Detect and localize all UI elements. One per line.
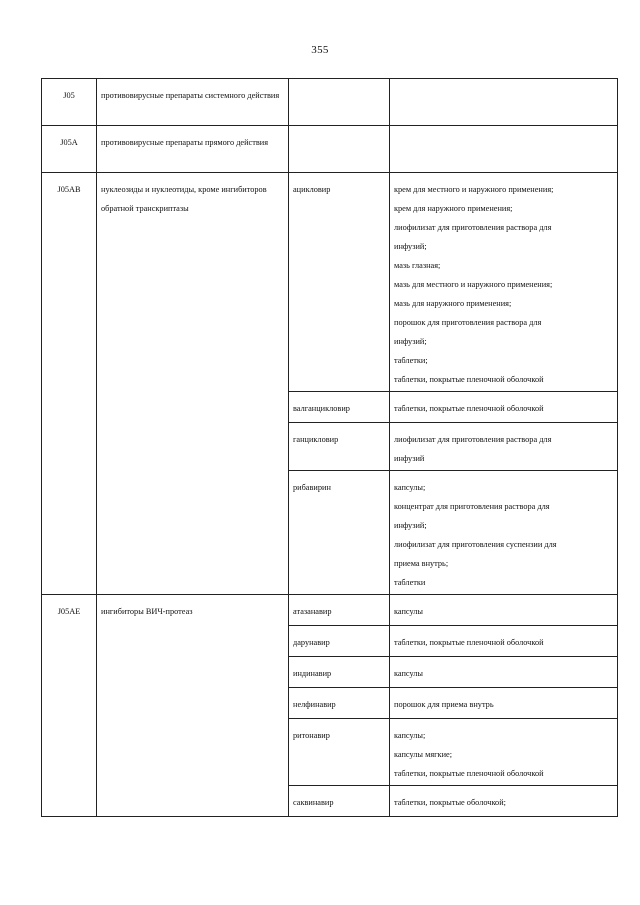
dosage-form-line: таблетки, покрытые пленочной оболочкой <box>394 375 544 384</box>
atc-code-cell: J05A <box>42 126 97 173</box>
dosage-form-line: крем для наружного применения; <box>394 204 513 213</box>
dosage-forms-cell <box>390 719 618 786</box>
dosage-forms-cell <box>390 423 618 471</box>
dosage-form-line: лиофилизат для приготовления раствора для <box>394 435 552 444</box>
drug-name-cell: нелфинавир <box>289 688 390 719</box>
dosage-form-line: инфузий; <box>394 521 427 530</box>
dosage-forms-cell <box>390 657 618 688</box>
dosage-forms-cell <box>390 595 618 626</box>
dosage-forms-cell <box>390 392 618 423</box>
dosage-form-line: таблетки, покрытые пленочной оболочкой <box>394 769 544 778</box>
table-row <box>42 126 618 173</box>
atc-code-cell: J05AB <box>42 173 97 595</box>
dosage-form-line: мазь для местного и наружного применения; <box>394 280 553 289</box>
atc-code-cell: J05 <box>42 79 97 126</box>
drug-name-cell: рибавирин <box>289 471 390 595</box>
drug-name-cell: ацикловир <box>289 173 390 392</box>
dosage-forms-cell <box>390 688 618 719</box>
dosage-form-line: порошок для приготовления раствора для <box>394 318 542 327</box>
dosage-form-line: инфузий; <box>394 337 427 346</box>
dosage-form-line: концентрат для приготовления раствора для <box>394 502 550 511</box>
dosage-form-line: мазь для наружного применения; <box>394 299 512 308</box>
dosage-form-line: таблетки, покрытые пленочной оболочкой <box>394 404 544 413</box>
dosage-forms-cell <box>390 471 618 595</box>
dosage-form-line: порошок для приема внутрь <box>394 700 494 709</box>
dosage-form-line: капсулы <box>394 607 423 616</box>
dosage-form-line: таблетки <box>394 578 426 587</box>
dosage-form-line: таблетки, покрытые пленочной оболочкой <box>394 638 544 647</box>
atc-group-cell: нуклеозиды и нуклеотиды, кроме ингибиторов обратной транскриптазы <box>97 173 289 595</box>
dosage-forms-cell <box>390 626 618 657</box>
dosage-form-line: таблетки; <box>394 356 428 365</box>
dosage-form-line: капсулы; <box>394 731 426 740</box>
dosage-form-line: таблетки, покрытые оболочкой; <box>394 798 506 807</box>
table-row <box>42 79 618 126</box>
table-row <box>42 595 618 626</box>
dosage-forms-cell <box>390 79 618 126</box>
dosage-form-line: инфузий <box>394 454 425 463</box>
dosage-form-line: капсулы мягкие; <box>394 750 452 759</box>
dosage-form-line: мазь глазная; <box>394 261 441 270</box>
dosage-form-line: капсулы <box>394 669 423 678</box>
dosage-forms-cell <box>390 173 618 392</box>
page-number: 355 <box>311 44 329 56</box>
drug-name-cell: валганцикловир <box>289 392 390 423</box>
dosage-form-line: приема внутрь; <box>394 559 449 568</box>
dosage-form-line: лиофилизат для приготовления суспензии для <box>394 540 557 549</box>
atc-group-cell: ингибиторы ВИЧ-протеаз <box>97 595 289 817</box>
dosage-forms-cell <box>390 126 618 173</box>
table-row <box>42 173 618 392</box>
dosage-form-line: инфузий; <box>394 242 427 251</box>
drug-name-cell <box>289 126 390 173</box>
dosage-form-line: капсулы; <box>394 483 426 492</box>
drug-name-cell: индинавир <box>289 657 390 688</box>
atc-code-cell: J05AE <box>42 595 97 817</box>
drug-name-cell: саквинавир <box>289 786 390 817</box>
dosage-forms-cell <box>390 786 618 817</box>
drug-name-cell: ритонавир <box>289 719 390 786</box>
drug-name-cell <box>289 79 390 126</box>
dosage-form-line: крем для местного и наружного применения; <box>394 185 554 194</box>
drug-name-cell: ганцикловир <box>289 423 390 471</box>
drug-name-cell: атазанавир <box>289 595 390 626</box>
drug-name-cell: дарунавир <box>289 626 390 657</box>
atc-group-cell: противовирусные препараты системного действия <box>97 79 289 126</box>
dosage-form-line: лиофилизат для приготовления раствора для <box>394 223 552 232</box>
drug-table <box>41 78 618 817</box>
atc-group-cell: противовирусные препараты прямого действия <box>97 126 289 173</box>
